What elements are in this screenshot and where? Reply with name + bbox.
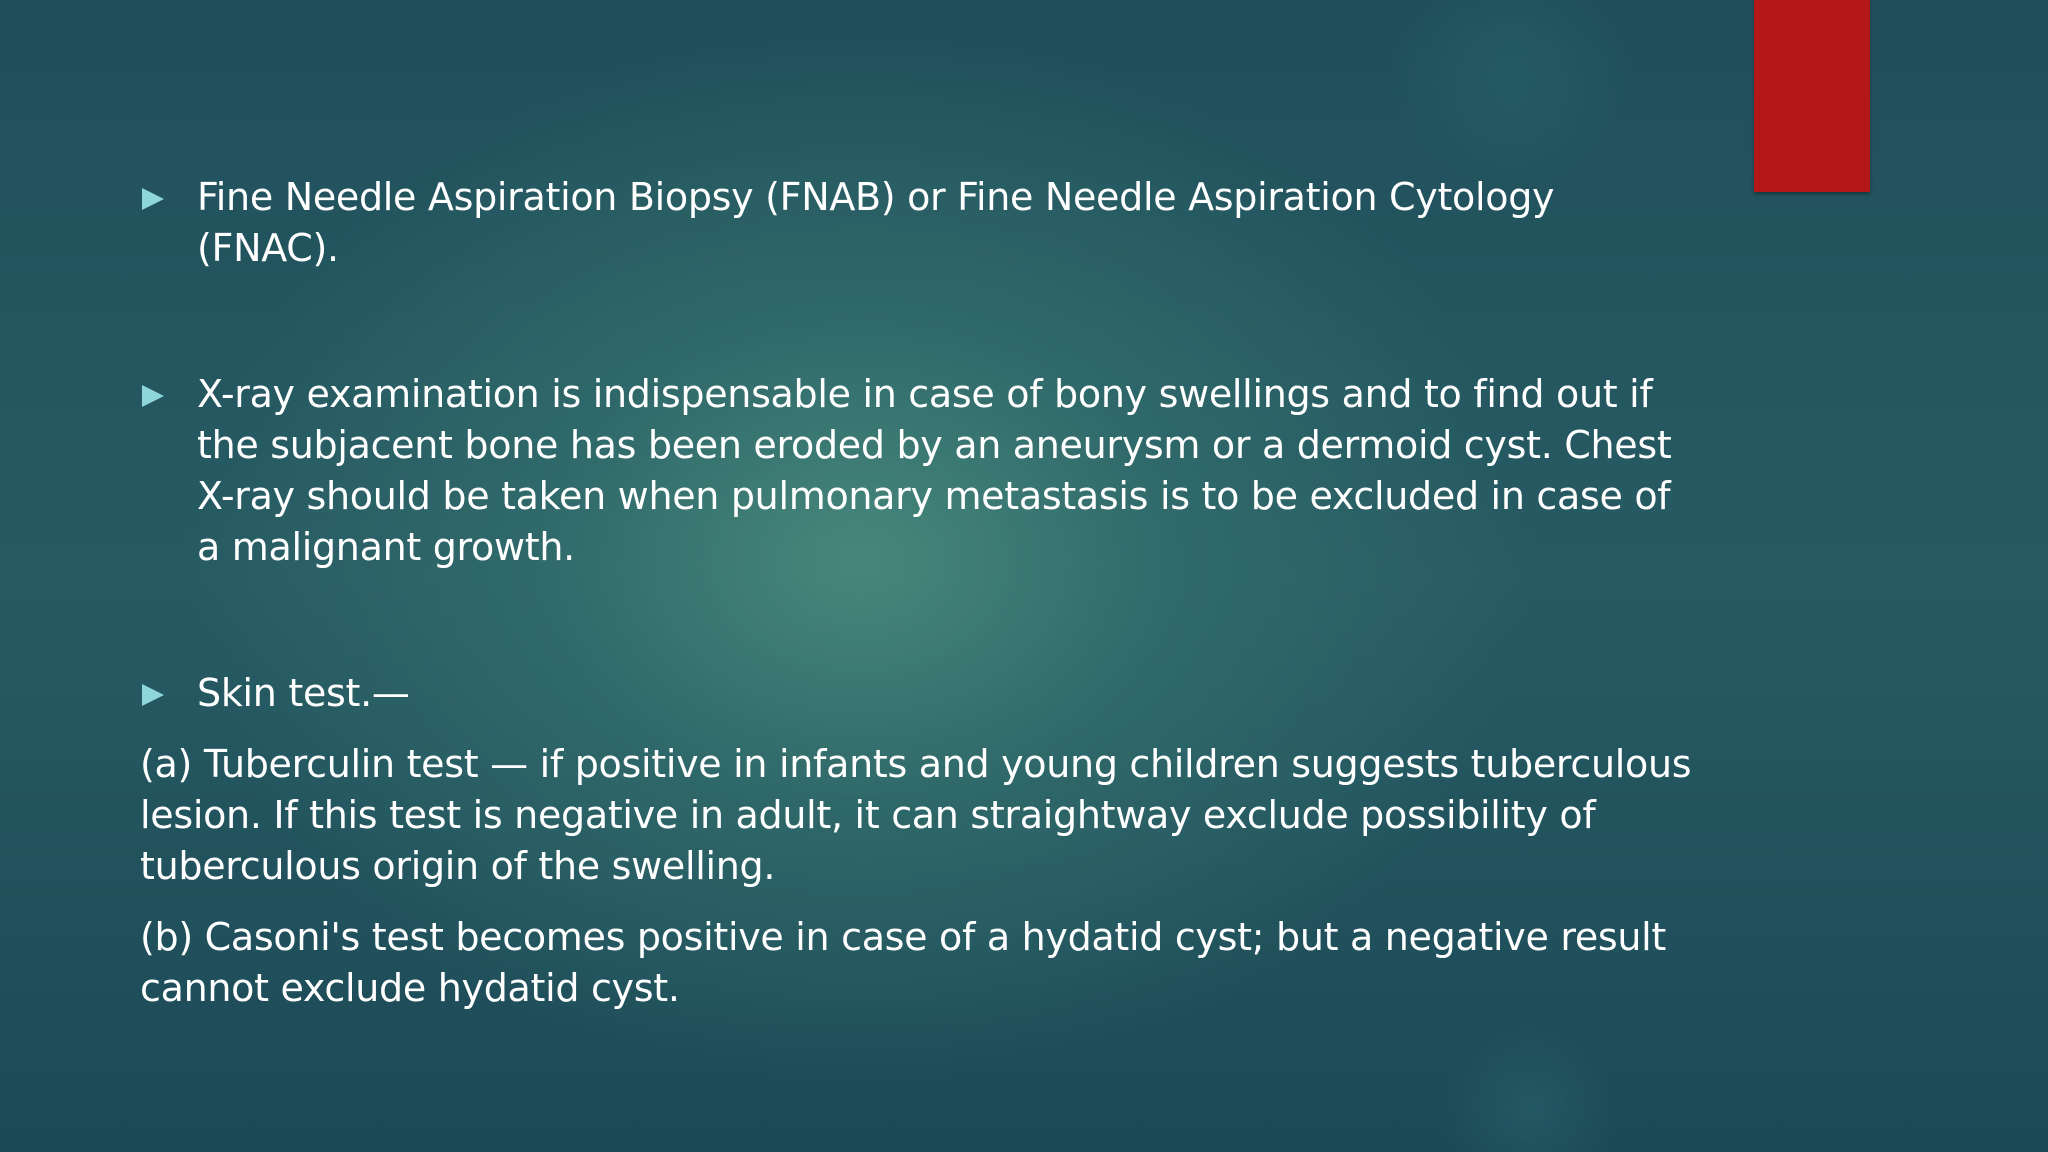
red-accent-bar [1754,0,1870,192]
bullet-item-xray [140,369,1700,573]
bullet-item-fnab [140,172,1700,274]
bullet-text: Skin test.— [197,671,410,715]
bullet-text: Fine Needle Aspiration Biopsy (FNAB) or Fine Needle Aspiration Cytology (FNAC). [197,175,1555,270]
paragraph-tuberculin-test: (a) Tuberculin test — if positive in infants and young children suggests tuberculous lesion. If this test is negative in adult, it can straightway exclude possibility of tuberculous origin of the swelling. [140,742,1692,888]
triangle-right-icon [140,172,197,223]
bullet-text: X-ray examination is indispensable in case of bony swellings and to find out if the subjacent bone has been eroded by an aneurysm or a dermoid cyst. Chest X-ray should be taken when pulmonary metastasis is to be excluded in case of a malignant growth. [197,372,1672,569]
triangle-right-icon [140,369,197,420]
slide-content [140,172,1700,1014]
paragraph-casoni-test: (b) Casoni's test becomes positive in case of a hydatid cyst; but a negative result cannot exclude hydatid cyst. [140,915,1667,1010]
triangle-right-icon [140,668,197,719]
bullet-item-skin-test [140,668,1700,719]
